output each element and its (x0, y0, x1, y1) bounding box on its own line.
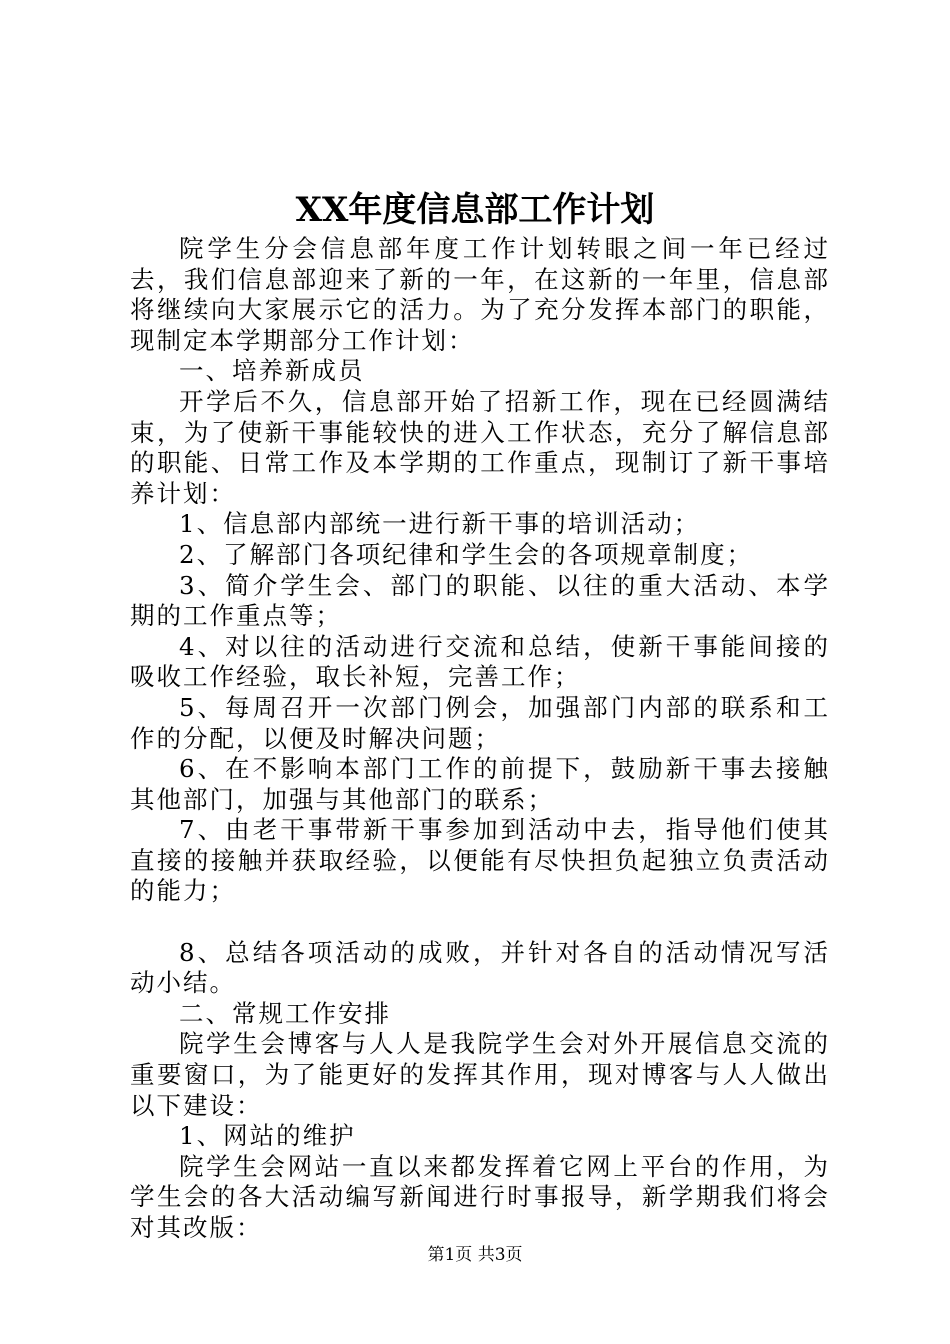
paragraph-website: 院学生会网站一直以来都发挥着它网上平台的作用，为学生会的各大活动编写新闻进行时事报导，新学期我们将会对其改版： (130, 1151, 830, 1242)
list-item-8: 8、总结各项活动的成败，并针对各自的活动情况写活动小结。 (130, 937, 830, 998)
paragraph-recruitment: 开学后不久，信息部开始了招新工作，现在已经圆满结束，为了使新干事能较快的进入工作状态，充分了解信息部的职能、日常工作及本学期的工作重点，现制订了新干事培养计划： (130, 386, 830, 508)
paragraph-blog-renren: 院学生会博客与人人是我院学生会对外开展信息交流的重要窗口，为了能更好的发挥其作用，现对博客与人人做出以下建设： (130, 1029, 830, 1120)
intro-paragraph: 院学生分会信息部年度工作计划转眼之间一年已经过去，我们信息部迎来了新的一年，在这新的一年里，信息部将继续向大家展示它的活力。为了充分发挥本部门的职能，现制定本学期部分工作计划： (130, 234, 830, 355)
list-item-6: 6、在不影响本部门工作的前提下，鼓励新干事去接触其他部门，加强与其他部门的联系； (130, 754, 830, 814)
document-body (130, 234, 830, 1244)
list-item-3: 3、简介学生会、部门的职能、以往的重大活动、本学期的工作重点等； (130, 570, 830, 631)
document-title: XX年度信息部工作计划 (295, 190, 655, 230)
section-heading-new-members: 一、培养新成员 (179, 356, 365, 386)
list-item-2: 2、了解部门各项纪律和学生会的各项规章制度； (179, 539, 754, 569)
list-item-4: 4、对以往的活动进行交流和总结，使新干事能间接的吸收工作经验，取长补短，完善工作； (130, 631, 830, 692)
page-number: 第1页 共3页 (427, 1245, 523, 1265)
list-item-1: 1、信息部内部统一进行新干事的培训活动； (179, 509, 701, 539)
list-item-5: 5、每周召开一次部门例会，加强部门内部的联系和工作的分配，以便及时解决问题； (130, 692, 830, 753)
subheading-website-maintenance: 1、网站的维护 (179, 1121, 356, 1151)
list-item-7: 7、由老干事带新干事参加到活动中去，指导他们使其直接的接触并获取经验，以便能有尽快担负起独立负责活动的能力； (130, 815, 830, 906)
section-heading-routine-work: 二、常规工作安排 (179, 998, 391, 1028)
